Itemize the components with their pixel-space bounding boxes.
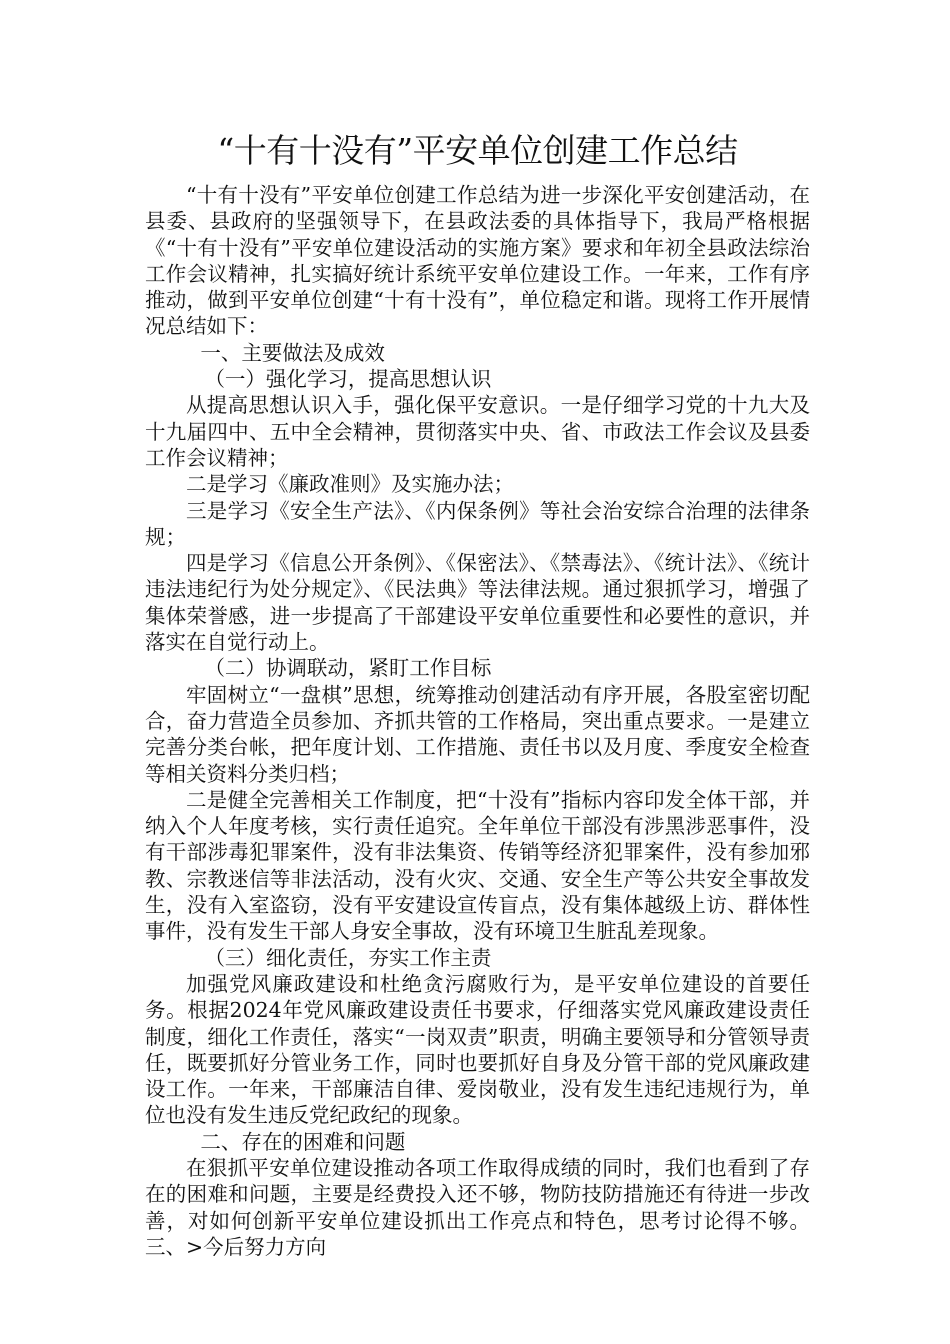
body-paragraph: 加强党风廉政建设和杜绝贪污腐败行为，是平安单位建设的首要任务。根据2024年党风廉政建设责任书要求，仔细落实党风廉政建设责任制度，细化工作责任，落实“一岗双责”职责，明确主要领导和分管领导责任，既要抓好分管业务工作，同时也要抓好自身及分管干部的党风廉政建设工作。一年来，干部廉洁自律、爱岗敬业，没有发生违纪违规行为，单位也没有发生违反党纪政纪的现象。 xyxy=(145,971,810,1128)
section-heading: 一、主要做法及成效 xyxy=(200,340,385,365)
body-paragraph: 牢固树立“一盘棋”思想，统筹推动创建活动有序开展，各股室密切配合，奋力营造全员参加、齐抓共管的工作格局，突出重点要求。一是建立完善分类台帐，把年度计划、工作措施、责任书以及月度、季度安全检查等相关资料分类归档； xyxy=(145,682,810,786)
document-page xyxy=(145,128,810,1260)
section-heading: （二）协调联动，紧盯工作目标 xyxy=(204,656,492,681)
body-paragraph: 在狠抓平安单位建设推动各项工作取得成绩的同时，我们也看到了存在的困难和问题，主要是经费投入还不够，物防技防措施还有待进一步改善，对如何创新平安单位建设抓出工作亮点和特色，思考讨论得不够。三、>今后努力方向 xyxy=(145,1155,810,1259)
document-title: “十有十没有”平安单位创建工作总结 xyxy=(217,131,738,170)
document-body xyxy=(145,182,810,1260)
body-paragraph: 从提高思想认识入手，强化保平安意识。一是仔细学习党的十九大及十九届四中、五中全会精神，贯彻落实中央、省、市政法工作会议及县委工作会议精神； xyxy=(145,393,810,470)
section-heading: （三）细化责任，夯实工作主责 xyxy=(204,945,492,970)
section-heading: 二、存在的困难和问题 xyxy=(200,1129,406,1154)
section-heading: （一）强化学习，提高思想认识 xyxy=(204,367,492,392)
body-paragraph: 二是健全完善相关工作制度，把“十没有”指标内容印发全体干部，并纳入个人年度考核，实行责任追究。全年单位干部没有涉黑涉恶事件，没有干部涉毒犯罪案件，没有非法集资、传销等经济犯罪案件，没有参加邪教、宗教迷信等非法活动，没有火灾、交通、安全生产等公共安全事故发生，没有入室盗窃，没有平安建设宣传盲点，没有集体越级上访、群体性事件，没有发生干部人身安全事故，没有环境卫生脏乱差现象。 xyxy=(145,787,810,944)
body-paragraph: “十有十没有”平安单位创建工作总结为进一步深化平安创建活动，在县委、县政府的坚强领导下，在县政法委的具体指导下，我局严格根据《“十有十没有”平安单位建设活动的实施方案》要求和年初全县政法综治工作会议精神，扎实搞好统计系统平安单位建设工作。一年来，工作有序推动，做到平安单位创建“十有十没有”，单位稳定和谐。现将工作开展情况总结如下： xyxy=(145,183,810,339)
body-paragraph: 三是学习《安全生产法》、《内保条例》等社会治安综合治理的法律条规； xyxy=(145,498,810,549)
body-paragraph: 四是学习《信息公开条例》、《保密法》、《禁毒法》、《统计法》、《统计违法违纪行为处分规定》、《民法典》等法律法规。通过狠抓学习，增强了集体荣誉感，进一步提高了干部建设平安单位重要性和必要性的意识，并落实在自觉行动上。 xyxy=(145,551,810,655)
body-paragraph: 二是学习《廉政准则》及实施办法； xyxy=(186,472,514,497)
